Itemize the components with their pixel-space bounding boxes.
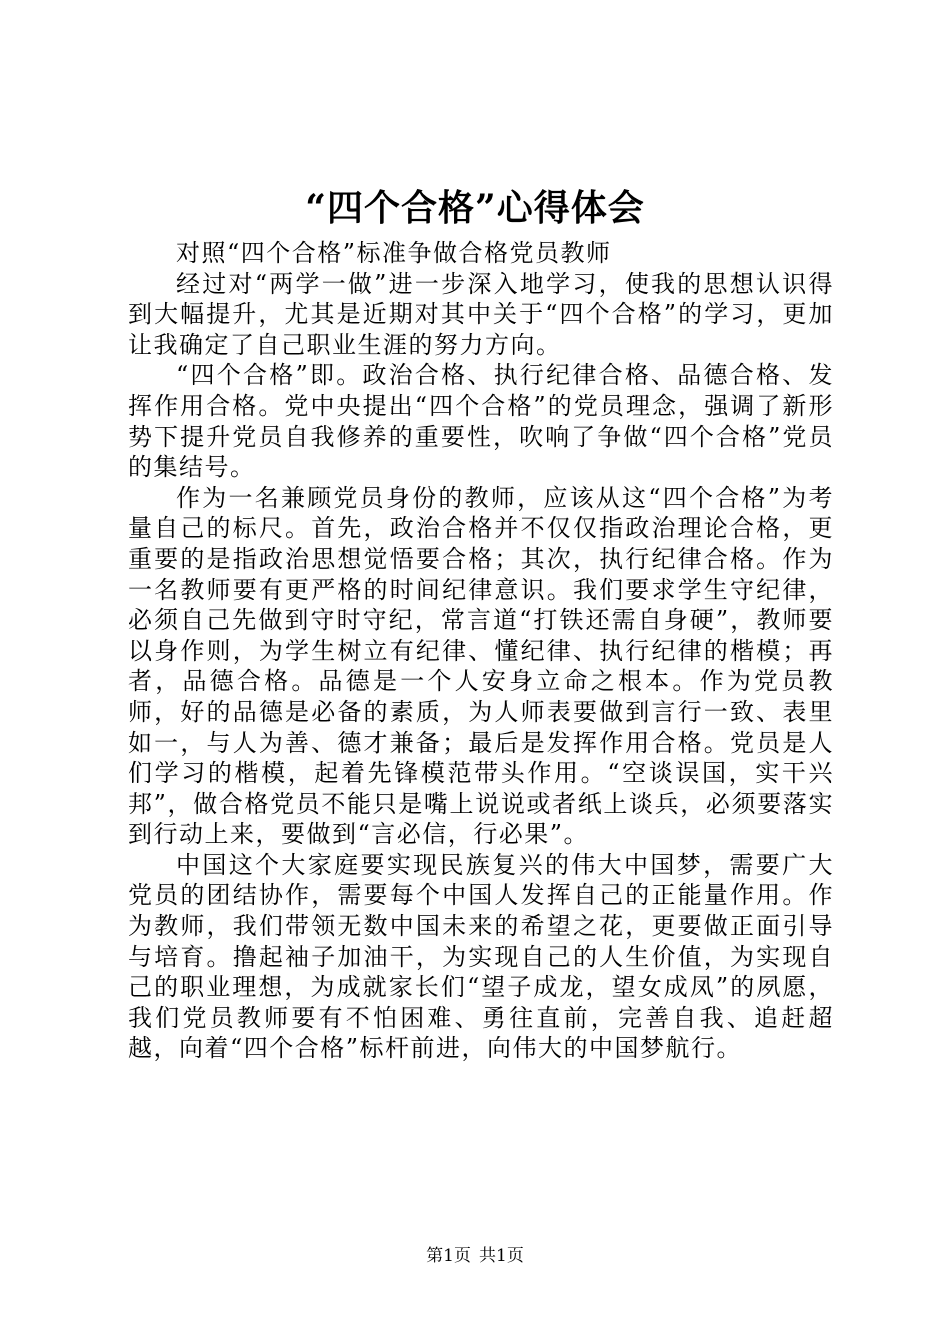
paragraph-conclusion: 中国这个大家庭要实现民族复兴的伟大中国梦，需要广大党员的团结协作，需要每个中国人发挥自己的正能量作用。作为教师，我们带领无数中国未来的希望之花，更要做正面引导与培育。撸起袖子加油干，为实现自己的人生价值，为实现自己的职业理想，为成就家长们“望子成龙，望女成凤”的夙愿，我们党员教师要有不怕困难、勇往直前，完善自我、追赶超越，向着“四个合格”标杆前进，向伟大的中国梦航行。: [128, 850, 834, 1063]
page-number: 第1页: [426, 1246, 471, 1266]
paragraph-subtitle: 对照“四个合格”标准争做合格党员教师: [176, 239, 612, 267]
paragraph-intro: 经过对“两学一做”进一步深入地学习，使我的思想认识得到大幅提升，尤其是近期对其中关于“四个合格”的学习，更加让我确定了自己职业生涯的努力方向。: [128, 269, 834, 359]
page-total: 共1页: [479, 1246, 524, 1266]
paragraph-teacher-standards: 作为一名兼顾党员身份的教师，应该从这“四个合格”为考量自己的标尺。首先，政治合格并不仅仅指政治理论合格，更重要的是指政治思想觉悟要合格；其次，执行纪律合格。作为一名教师要有更严格的时间纪律意识。我们要求学生守纪律，必须自己先做到守时守纪，常言道“打铁还需自身硬”，教师要以身作则，为学生树立有纪律、懂纪律、执行纪律的楷模；再者，品德合格。品德是一个人安身立命之根本。作为党员教师，好的品德是必备的素质，为人师表要做到言行一致、表里如一，与人为善、德才兼备；最后是发挥作用合格。党员是人们学习的楷模，起着先锋模范带头作用。“空谈误国，实干兴邦”，做合格党员不能只是嘴上说说或者纸上谈兵，必须要落实到行动上来，要做到“言必信，行必果”。: [128, 483, 834, 849]
document-body: [128, 238, 834, 1064]
page-footer: [0, 1245, 950, 1267]
paragraph-definition: “四个合格”即。政治合格、执行纪律合格、品德合格、发挥作用合格。党中央提出“四个合格”的党员理念，强调了新形势下提升党员自我修养的重要性，吹响了争做“四个合格”党员的集结号。: [128, 361, 834, 482]
document-title: “四个合格”心得体会: [305, 187, 645, 229]
